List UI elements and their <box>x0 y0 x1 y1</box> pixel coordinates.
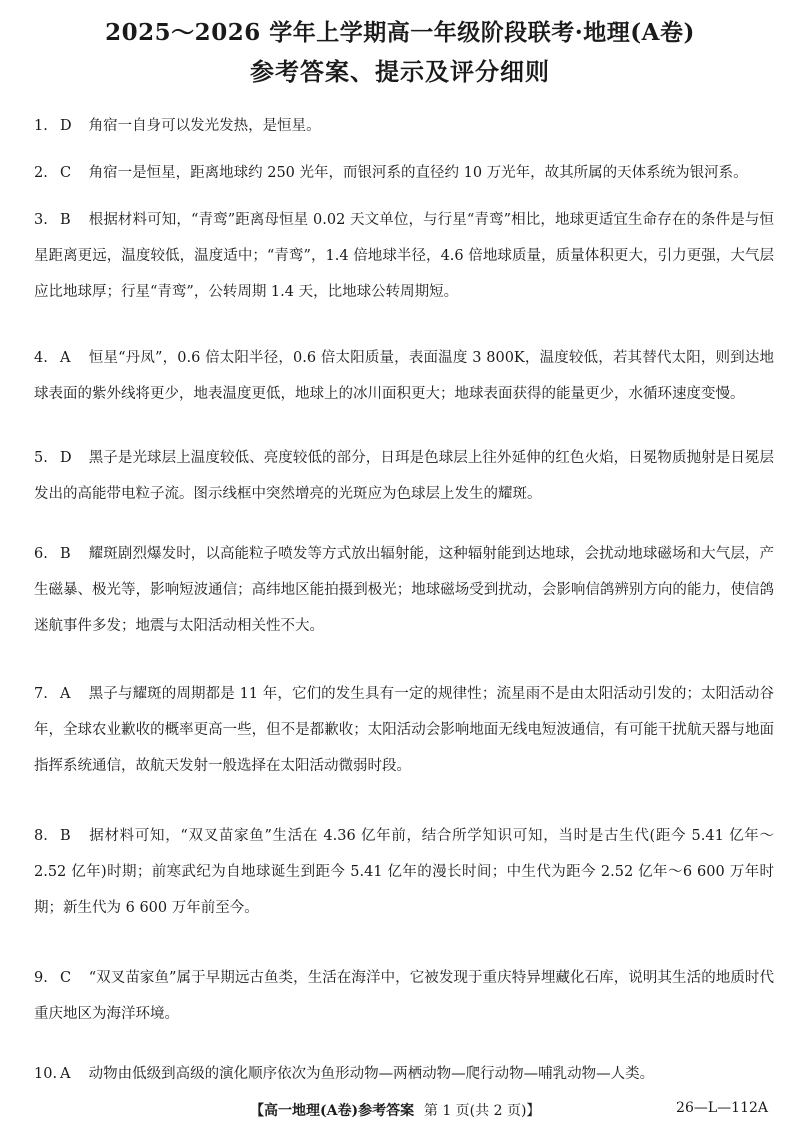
item-explanation: 黑子是光球层上温度较低、亮度较低的部分，日珥是色球层上往外延伸的红色火焰，日冕物质抛射是日冕层发出的高能带电粒子流。图示线框中突然增亮的光斑应为色球层上发生的耀斑。 <box>34 450 775 502</box>
answer-item-4 <box>34 340 774 412</box>
item-explanation: 动物由低级到高级的演化顺序依次为鱼形动物—两栖动物—爬行动物—哺乳动物—人类。 <box>88 1066 655 1082</box>
item-number: 10. <box>34 1066 58 1082</box>
footer-code: 26—L—112A <box>676 1100 768 1116</box>
footer-doc-title: 【高一地理(A卷)参考答案 <box>250 1103 415 1119</box>
item-explanation: “双叉苗家鱼”属于早期远古鱼类，生活在海洋中，它被发现于重庆特异埋藏化石库，说明其生活的地质时代重庆地区为海洋环境。 <box>34 970 774 1022</box>
item-number: 6. <box>34 546 48 562</box>
item-number: 3. <box>34 212 48 228</box>
item-explanation: 根据材料可知，“青鸾”距离母恒星 0.02 天文单位，与行星“青鸾”相比，地球更适宜生命存在的条件是与恒星距离更远，温度较低，温度适中；“青鸾”，1.4 倍地球半径，4.6 倍地球质量，质量体积更大，引力更强，大气层应比地球厚；行星“青鸾”，公转周期 1.4 天，比地球公转周期短。 <box>34 212 774 300</box>
answer-item-8 <box>34 818 774 926</box>
item-answer: B <box>60 828 71 844</box>
answer-item-9 <box>34 960 774 1032</box>
item-explanation: 据材料可知，“双叉苗家鱼”生活在 4.36 亿年前，结合所学知识可知，当时是古生代(距今 5.41 亿年～2.52 亿年)时期；前寒武纪为自地球诞生到距今 5.41 亿年的漫长时间；中生代为距今 2.52 亿年～6 600 万年时期；新生代为 6 600 万年前至今。 <box>34 828 774 916</box>
item-answer: A <box>60 686 71 702</box>
item-number: 1. <box>34 118 48 134</box>
page-subtitle: 参考答案、提示及评分细则 <box>250 57 550 86</box>
item-number: 2. <box>34 165 48 181</box>
item-answer: B <box>60 546 71 562</box>
item-answer: A <box>60 350 71 366</box>
item-number: 5. <box>34 450 48 466</box>
item-answer: A <box>60 1066 71 1082</box>
item-explanation: 角宿一自身可以发光发热，是恒星。 <box>88 118 321 134</box>
answer-item-7 <box>34 676 774 784</box>
item-answer: D <box>60 118 72 134</box>
answer-item-6 <box>34 536 774 644</box>
item-number: 8. <box>34 828 48 844</box>
answer-item-5 <box>34 440 774 512</box>
page-title: 2025～2026 学年上学期高一年级阶段联考·地理(A卷) <box>105 19 695 46</box>
footer-label <box>250 1100 540 1120</box>
answer-item-10 <box>34 1056 774 1092</box>
item-number: 4. <box>34 350 48 366</box>
item-answer: C <box>60 165 72 181</box>
item-explanation: 黑子与耀斑的周期都是 11 年，它们的发生具有一定的规律性；流星雨不是由太阳活动引发的；太阳活动谷年，全球农业歉收的概率更高一些，但不是都歉收；太阳活动会影响地面无线电短波通信，有可能干扰航天器与地面指挥系统通信，故航天发射一般选择在太阳活动微弱时段。 <box>34 686 775 774</box>
item-number: 9. <box>34 970 48 986</box>
item-answer: D <box>60 450 72 466</box>
answer-item-1 <box>34 108 774 144</box>
item-answer: B <box>60 212 71 228</box>
item-answer: C <box>60 970 72 986</box>
item-explanation: 耀斑剧烈爆发时，以高能粒子喷发等方式放出辐射能，这种辐射能到达地球，会扰动地球磁场和大气层，产生磁暴、极光等，影响短波通信；高纬地区能拍摄到极光；地球磁场受到扰动，会影响信鸽辨别方向的能力，使信鸽迷航事件多发；地震与太阳活动相关性不大。 <box>34 546 775 634</box>
answer-item-3 <box>34 202 774 310</box>
item-explanation: 角宿一是恒星，距离地球约 250 光年，而银河系的直径约 10 万光年，故其所属的天体系统为银河系。 <box>88 165 748 181</box>
item-explanation: 恒星“丹凤”，0.6 倍太阳半径，0.6 倍太阳质量，表面温度 3 800K，温度较低，若其替代太阳，则到达地球表面的紫外线将更少，地表温度更低，地球上的冰川面积更大；地球表面获得的能量更少，水循环速度变慢。 <box>34 350 774 402</box>
item-number: 7. <box>34 686 48 702</box>
footer-page-number: 第 1 页(共 2 页)】 <box>423 1103 541 1119</box>
answer-item-2 <box>34 155 774 191</box>
